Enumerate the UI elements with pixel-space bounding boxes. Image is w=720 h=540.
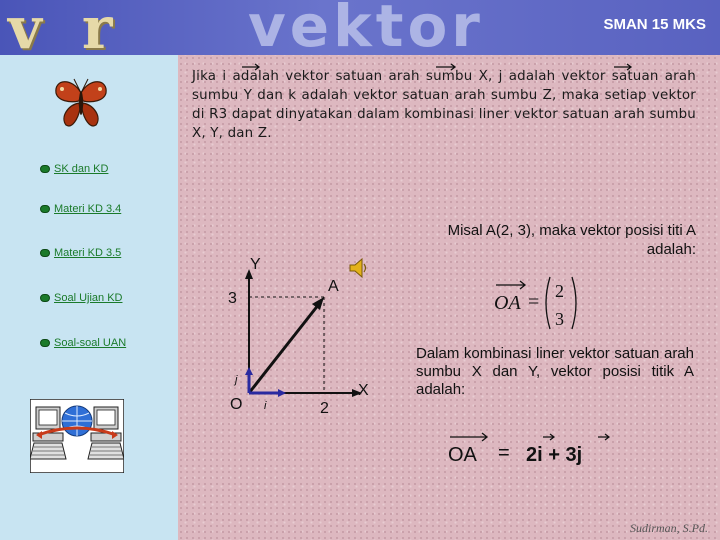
x-axis-label: X	[358, 382, 369, 399]
intro-paragraph: Jika i adalah vektor satuan arah sumbu X, j adalah vektor satuan arah sumbu Y dan k adalah vektor satuan arah sumbu Z, maka setiap vektor di R3 dapat dinyatakan dalam kombinasi liner vektor satuan arah sumbu X, Y, dan Z.	[192, 69, 696, 141]
origin-label: O	[230, 396, 243, 413]
author-signature: Sudirman, S.Pd.	[630, 521, 708, 535]
nav-bullet-icon	[40, 165, 50, 173]
network-computers-icon	[30, 399, 124, 473]
nav-item-soal-ujian-kd[interactable]	[40, 292, 122, 304]
nav-item-soal-soal-uan[interactable]	[40, 337, 126, 349]
nav-item-sk-dan-kd[interactable]	[40, 163, 108, 175]
speaker-icon[interactable]	[348, 257, 368, 279]
sidebar	[0, 55, 178, 540]
content-area	[178, 55, 720, 540]
nav-bullet-icon	[40, 249, 50, 257]
y-axis-label: Y	[250, 256, 261, 273]
nav-bullet-icon	[40, 339, 50, 347]
school-name: SMAN 15 MKS	[603, 16, 706, 33]
logo-vr: v r	[8, 0, 123, 55]
nav-label[interactable]: Soal Ujian KD	[54, 292, 123, 304]
butterfly-icon	[50, 75, 112, 133]
formula2-lhs: OA	[448, 444, 477, 466]
nav-item-materi-kd-3-5[interactable]	[40, 247, 121, 259]
formula-column-vector	[492, 273, 602, 333]
nav-label[interactable]: Soal-soal UAN	[54, 337, 127, 349]
formula2-eq: =	[498, 442, 510, 464]
example-text: Misal A(2, 3), maka vektor posisi titi A adalah:	[447, 222, 696, 258]
y-tick-3: 3	[228, 290, 237, 307]
vector-oa	[249, 304, 319, 393]
x-tick-2: 2	[320, 400, 329, 417]
formula2-rhs: 2i + 3j	[526, 444, 583, 466]
nav-bullet-icon	[40, 205, 50, 213]
nav-label[interactable]: SK dan KD	[54, 163, 109, 175]
combination-text: Dalam kombinasi liner vektor satuan arah sumbu X dan Y, vektor posisi titik A adalah:	[416, 345, 694, 398]
nav-bullet-icon	[40, 294, 50, 302]
vector-diagram	[218, 249, 438, 439]
unit-j-label: j	[235, 374, 238, 386]
header-banner	[0, 0, 720, 55]
intro-vector-arrows	[178, 55, 720, 85]
formula1-top: 2	[555, 281, 564, 301]
formula1-lhs: OA	[494, 292, 521, 314]
point-a-label: A	[328, 278, 339, 295]
formula1-eq: =	[528, 291, 540, 313]
unit-i-label: i	[264, 400, 267, 412]
nav-label[interactable]: Materi KD 3.5	[54, 247, 122, 259]
logo-vektor: vektor	[248, 0, 484, 55]
formula1-bottom: 3	[555, 309, 564, 329]
formula-linear-combination	[446, 431, 626, 471]
nav-label[interactable]: Materi KD 3.4	[54, 203, 122, 215]
nav-item-materi-kd-3-4[interactable]	[40, 203, 121, 215]
